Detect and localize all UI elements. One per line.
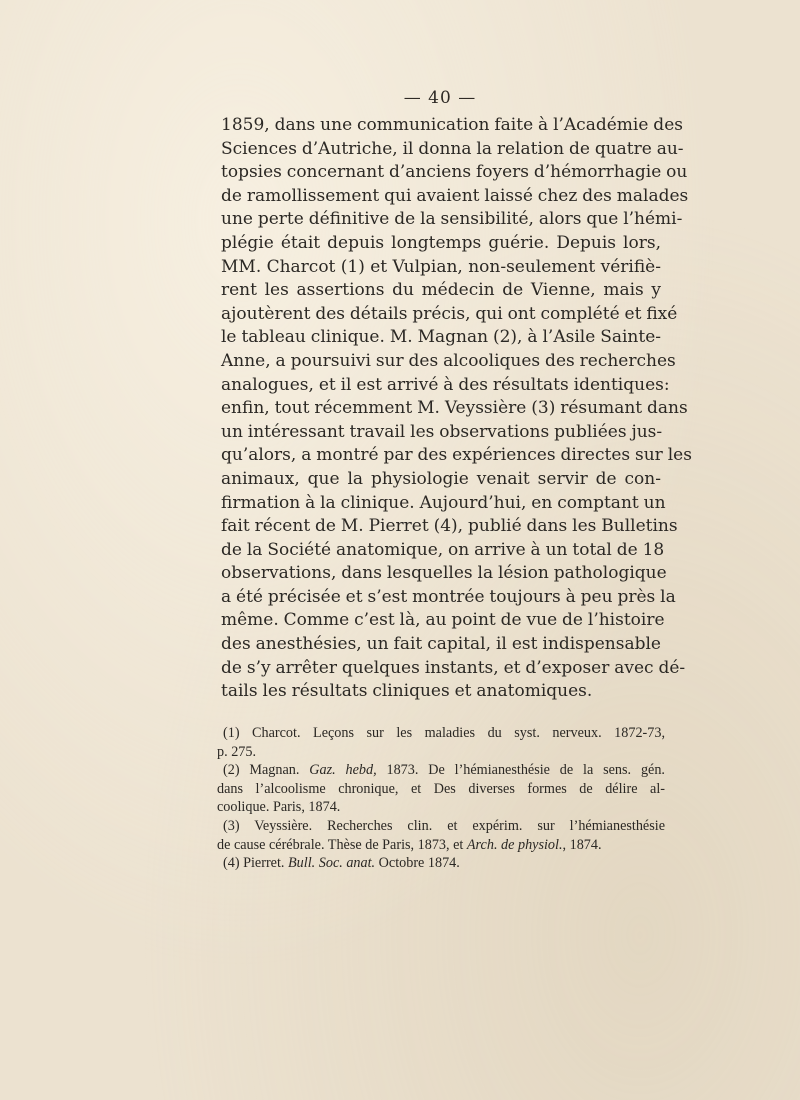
body-line: des anesthésies, un fait capital, il est indispensable [221, 634, 661, 655]
body-line: ajoutèrent des détails précis, qui ont complété et fixé [221, 303, 678, 324]
footnote-4-date: Octobre 1874. [378, 855, 460, 872]
body-line: de la Société anatomique, on arrive à un total de 18 [221, 539, 665, 560]
body-line: firmation à la clinique. Aujourd’hui, en comptant un [221, 492, 666, 513]
body-line: même. Comme c’est là, au point de vue de l’histoire [221, 610, 665, 631]
body-line: rent les assertions du médecin de Vienne, mais y [221, 280, 661, 301]
footnote-2-author: (2) Magnan. [223, 762, 300, 779]
body-line: plégie était depuis longtemps guérie. Depuis lors, [221, 232, 661, 253]
body-paragraph [221, 114, 692, 704]
footnote-1-line-1: (1) Charcot. Leçons sur les maladies du syst. nerveux. 1872-73, [223, 725, 665, 741]
body-line: fait récent de M. Pierret (4), publié dans les Bulletins [221, 516, 678, 537]
footnote-2-journal: Gaz. hebd, [309, 762, 377, 779]
footnote-2-title: 1873. De l’hémianesthésie de la sens. gén. [386, 762, 665, 779]
body-line: a été précisée et s’est montrée toujours à peu près la [221, 586, 676, 607]
footnote-2-line-2: dans l’alcoolisme chronique, et Des diverses formes de délire al- [217, 780, 665, 797]
body-line: topsies concernant d’anciens foyers d’hémorrhagie ou [221, 162, 688, 183]
footnote-4-journal: Bull. Soc. anat. [288, 855, 376, 872]
body-line: le tableau clinique. M. Magnan (2), à l’Asile Sainte- [221, 327, 661, 348]
body-line: de ramollissement qui avaient laissé chez des malades [221, 185, 689, 206]
footnote-3-line-2 [217, 836, 665, 855]
body-line: Sciences d’Autriche, il donna la relation de quatre au- [221, 138, 684, 159]
body-line: qu’alors, a montré par des expériences directes sur les [221, 445, 692, 466]
footnote-3-year: , 1874. [562, 836, 602, 853]
body-line: Anne, a poursuivi sur des alcooliques des recherches [221, 350, 676, 371]
body-line: tails les résultats cliniques et anatomiques. [221, 681, 593, 702]
body-line: de s’y arrêter quelques instants, et d’exposer avec dé- [221, 657, 686, 678]
body-line: 1859, dans une communication faite à l’Académie des [221, 115, 683, 135]
footnotes [217, 724, 665, 873]
body-line: animaux, que la physiologie venait servir de con- [221, 468, 661, 489]
footnote-4-line-1 [217, 854, 665, 873]
footnote-3-line-1: (3) Veyssière. Recherches clin. et expérim. sur l’hémianesthésie [223, 817, 665, 834]
page-number: — 40 — [403, 88, 477, 108]
footnote-2-line-1 [217, 761, 665, 780]
body-line: enfin, tout récemment M. Veyssière (3) résumant dans [221, 398, 688, 419]
footnote-3-text: de cause cérébrale. Thèse de Paris, 1873, et [217, 836, 464, 853]
body-line: un intéressant travail les observations publiées jus- [221, 421, 663, 442]
footnote-4-author: (4) Pierret. [223, 855, 285, 872]
body-line: une perte définitive de la sensibilité, alors que l’hémi- [221, 209, 683, 230]
footnote-2-line-3: coolique. Paris, 1874. [217, 799, 341, 816]
body-line: observations, dans lesquelles la lésion pathologique [221, 563, 667, 584]
body-line: analogues, et il est arrivé à des résultats identiques: [221, 374, 670, 395]
footnote-1-line-2: p. 275. [217, 743, 257, 760]
body-line: MM. Charcot (1) et Vulpian, non-seulement vérifiè- [221, 256, 661, 277]
footnote-3-journal: Arch. de physiol. [466, 836, 563, 853]
